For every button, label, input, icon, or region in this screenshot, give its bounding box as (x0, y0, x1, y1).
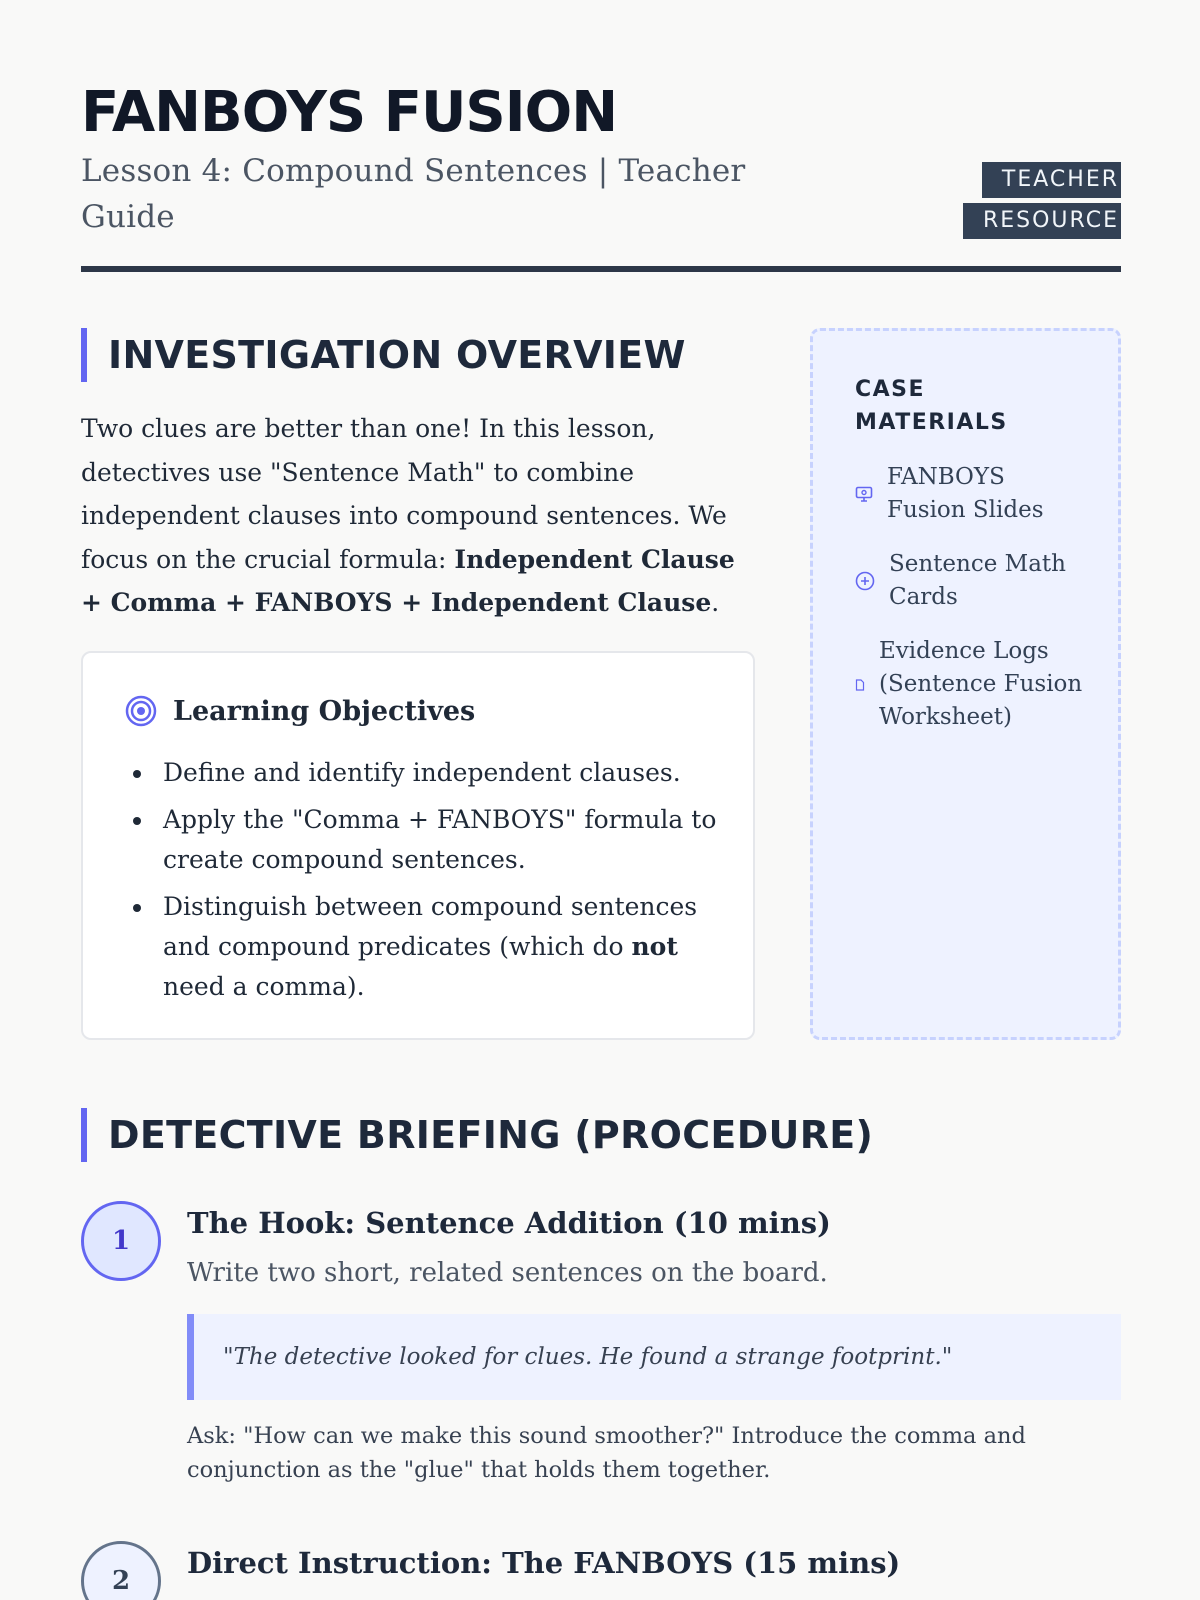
overview-intro: Two clues are better than one! In this lesson, detectives use "Sentence Math" to combine independent clauses into compound sentences. We focus on the crucial formula: (81, 414, 727, 574)
step-title: Direct Instruction: The FANBOYS (15 mins) (187, 1546, 901, 1580)
material-item-cards (855, 548, 1085, 614)
presentation-icon (855, 485, 873, 503)
badge-container (947, 160, 1121, 242)
learning-objectives-card (81, 651, 755, 1040)
overview-paragraph (81, 407, 761, 625)
materials-title: CASE MATERIALS (855, 377, 1008, 435)
objectives-list (163, 753, 723, 1014)
material-label: FANBOYS Fusion Slides (887, 464, 1044, 523)
document-subtitle: Lesson 4: Compound Sentences | Teacher Guide (81, 153, 746, 235)
objective-3-before: Distinguish between compound sentences and compound predicates (which do (163, 892, 698, 961)
objectives-title: Learning Objectives (173, 695, 476, 727)
material-item-worksheet (855, 635, 1085, 734)
objective-3-emphasis: not (631, 932, 678, 961)
step-number-badge: 1 (81, 1201, 161, 1281)
overview-formula: Independent Clause + Comma + FANBOYS + Independent Clause (81, 544, 735, 617)
step-description: Write two short, related sentences on the board. (187, 1258, 828, 1288)
material-item-slides (855, 461, 1085, 527)
plus-circle-icon (855, 571, 875, 591)
overview-heading: INVESTIGATION OVERVIEW (81, 328, 686, 382)
example-quote: "The detective looked for clues. He found a strange footprint." (187, 1314, 1121, 1400)
material-label: Sentence Math Cards (889, 551, 1066, 610)
objectives-header (125, 695, 475, 727)
file-icon (855, 679, 865, 691)
objective-item (163, 887, 723, 1007)
target-icon (125, 695, 157, 727)
case-materials-panel (810, 328, 1121, 1040)
material-label: Evidence Logs (Sentence Fusion Worksheet) (879, 638, 1083, 730)
step-title: The Hook: Sentence Addition (10 mins) (187, 1206, 831, 1240)
step-note: Ask: "How can we make this sound smoother?" Introduce the comma and conjunction as the "glue" that holds them together. (187, 1423, 1026, 1483)
document-title: FANBOYS FUSION (81, 80, 618, 145)
procedure-heading: DETECTIVE BRIEFING (PROCEDURE) (81, 1108, 873, 1162)
objective-item: Define and identify independent clauses. (163, 753, 723, 793)
header-divider (81, 266, 1121, 272)
objective-item: Apply the "Comma + FANBOYS" formula to create compound sentences. (163, 800, 723, 880)
teacher-resource-badge: TEACHER RESOURCE (963, 162, 1121, 239)
step-number-badge: 2 (81, 1541, 161, 1600)
objective-3-after: need a comma). (163, 972, 365, 1001)
overview-formula-end: . (711, 588, 720, 617)
